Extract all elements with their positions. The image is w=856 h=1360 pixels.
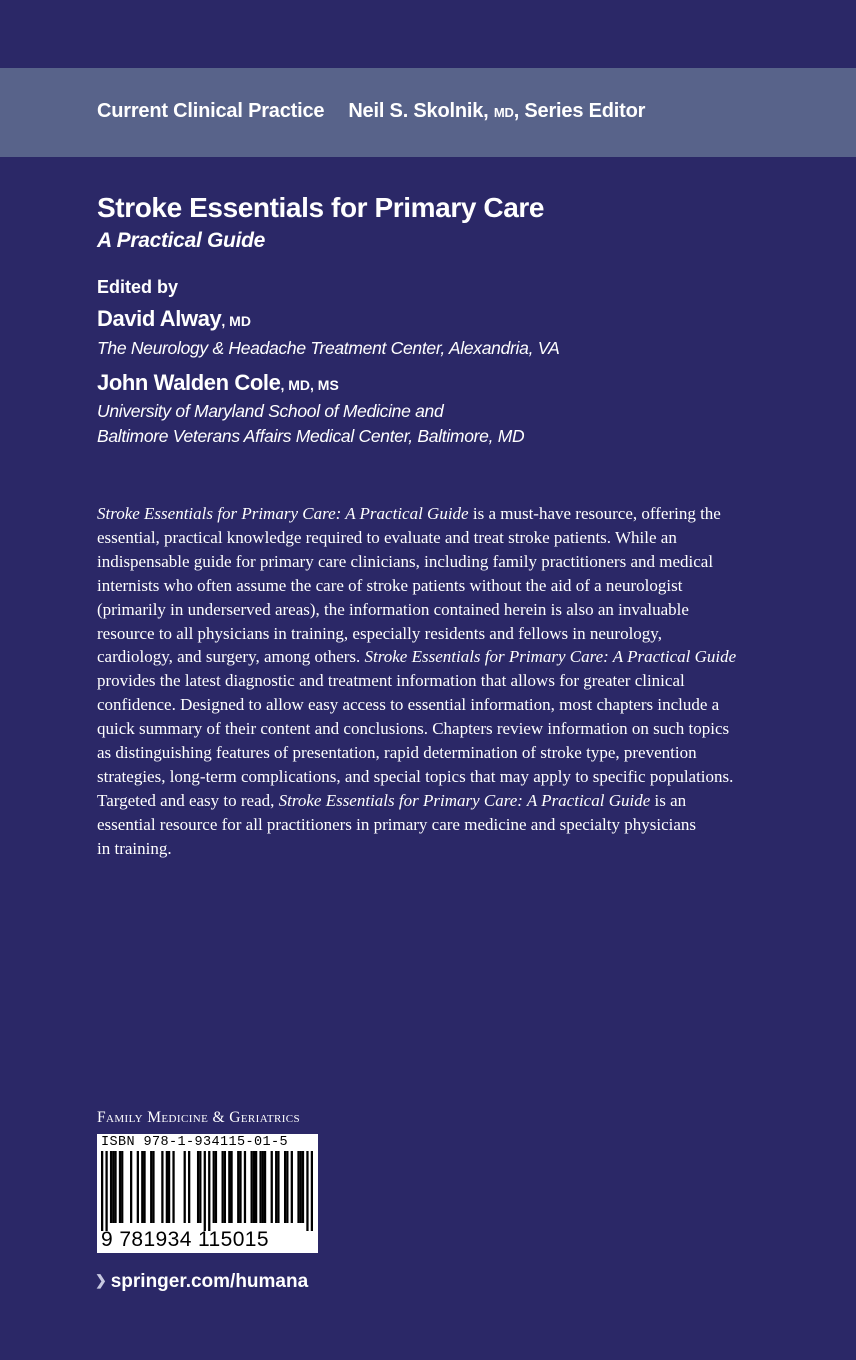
barcode-bar <box>152 1151 154 1223</box>
website-url: springer.com/humana <box>110 1271 309 1292</box>
barcode-bar <box>300 1151 302 1223</box>
editor-name <box>97 306 251 332</box>
barcode-bar <box>197 1151 199 1223</box>
description-text: cardiology, and surgery, among others. <box>97 647 365 667</box>
barcode-bar <box>271 1151 273 1223</box>
barcode-bar <box>277 1151 279 1223</box>
barcode-bar <box>286 1151 288 1223</box>
series-name: Current Clinical Practice <box>97 100 325 122</box>
description-text: essential, practical knowledge required to evaluate and treat stroke patients. While an <box>97 527 677 547</box>
description-line <box>97 669 817 693</box>
description-text: in training. <box>97 838 172 858</box>
description-text: (primarily in underserved areas), the information contained herein is also an invaluable <box>97 599 689 619</box>
barcode-bar <box>168 1151 170 1223</box>
editor-1-affiliation: The Neurology & Headache Treatment Center, Alexandria, VA <box>97 338 560 358</box>
barcode-bar <box>253 1151 255 1223</box>
barcode-bar <box>172 1151 174 1223</box>
isbn-barcode <box>97 1134 318 1253</box>
barcode-bar <box>251 1151 253 1223</box>
barcode-bar <box>110 1151 112 1223</box>
barcode-bar <box>262 1151 264 1223</box>
barcode-bar <box>284 1151 286 1223</box>
barcode-bar <box>306 1151 308 1231</box>
barcode-bar <box>112 1151 114 1223</box>
series-editor-name: Neil S. Skolnik, <box>348 100 489 122</box>
barcode-bars <box>101 1151 313 1231</box>
description-line <box>97 622 817 646</box>
description-text: is a must-have resource, offering the <box>468 504 721 523</box>
description-text: confidence. Designed to allow easy access to essential information, most chapters include a <box>97 695 720 715</box>
barcode-bar <box>208 1151 210 1231</box>
description-line <box>97 574 817 598</box>
ean-digits: 9 781934 115015 <box>101 1228 269 1251</box>
barcode-bar <box>264 1151 266 1223</box>
description-text: provides the latest diagnostic and treatment information that allows for greater clinical <box>97 671 685 691</box>
barcode-bar <box>119 1151 121 1223</box>
description-line <box>97 789 817 813</box>
barcode-bar <box>101 1151 103 1231</box>
barcode-bar <box>143 1151 145 1223</box>
barcode-bar <box>114 1151 116 1223</box>
barcode-bar <box>297 1151 299 1223</box>
barcode-bar <box>121 1151 123 1223</box>
barcode-bar <box>230 1151 232 1223</box>
editor-2-credentials: , MD, MS <box>280 377 339 393</box>
description-line <box>97 502 817 526</box>
barcode-bar <box>215 1151 217 1223</box>
description-text: indispensable guide for primary care clinicians, including family practitioners and medical <box>97 551 714 571</box>
description-line <box>97 741 817 765</box>
description-line <box>97 837 817 861</box>
description-text: essential resource for all practitioners in primary care medicine and specialty physicians <box>97 814 697 834</box>
description-text: Targeted and easy to read, <box>97 790 279 810</box>
editor-1-credentials: , MD <box>221 313 251 329</box>
website-link[interactable] <box>95 1271 308 1293</box>
editor-1-name: David Alway <box>97 306 222 331</box>
description-text: resource to all physicians in training, especially residents and fellows in neurology, <box>97 623 662 643</box>
description-line <box>97 526 817 550</box>
barcode-bar <box>291 1151 293 1223</box>
barcode-bar <box>239 1151 241 1223</box>
barcode-bar <box>105 1151 107 1231</box>
barcode-bar <box>188 1151 190 1223</box>
description-text: as distinguishing features of presentation, rapid determination of stroke type, prevention <box>97 743 697 763</box>
barcode-bar <box>237 1151 239 1223</box>
description-line <box>97 693 817 717</box>
editor-name <box>97 370 339 396</box>
editor-2-affiliation-line-1: University of Maryland School of Medicine and <box>97 401 444 421</box>
barcode-bar <box>228 1151 230 1223</box>
barcode-bar <box>213 1151 215 1223</box>
description-line <box>97 813 817 837</box>
editor-2-affiliation-line-2: Baltimore Veterans Affairs Medical Center, Baltimore, MD <box>97 426 525 446</box>
barcode-bar <box>141 1151 143 1223</box>
book-title: Stroke Essentials for Primary Care <box>97 192 545 223</box>
edited-by-heading: Edited by <box>97 277 179 297</box>
description-text: quick summary of their content and conclusions. Chapters review information on such topics <box>97 719 730 739</box>
description-text: strategies, long-term complications, and special topics that may apply to specific populations. <box>97 766 734 786</box>
book-description <box>97 502 817 861</box>
description-line <box>97 717 817 741</box>
barcode-bar <box>275 1151 277 1223</box>
subject-category: Family Medicine & Geriatrics <box>97 1109 301 1126</box>
series-editor-role: , Series Editor <box>513 100 646 122</box>
book-subtitle: A Practical Guide <box>97 229 266 252</box>
barcode-bar <box>184 1151 186 1223</box>
barcode-bar <box>161 1151 163 1223</box>
series-editor-credential: MD <box>493 105 514 120</box>
book-title-reference: Stroke Essentials for Primary Care: A Practical Guide <box>97 504 469 523</box>
description-text: internists who often assume the care of stroke patients without the aid of a neurologist <box>97 575 683 595</box>
barcode-bar <box>302 1151 304 1223</box>
barcode-bar <box>224 1151 226 1223</box>
barcode-bar <box>204 1151 206 1231</box>
barcode-bar <box>150 1151 152 1223</box>
chevron-right-icon: ❯ <box>95 1272 107 1288</box>
series-line <box>97 100 645 123</box>
barcode-bar <box>130 1151 132 1223</box>
barcode-bar <box>311 1151 313 1231</box>
barcode-bar <box>222 1151 224 1223</box>
barcode-bar <box>244 1151 246 1223</box>
barcode-bar <box>259 1151 261 1223</box>
barcode-bar <box>137 1151 139 1223</box>
editor-2-name: John Walden Cole <box>97 370 281 395</box>
book-title-reference: Stroke Essentials for Primary Care: A Practical Guide <box>364 647 737 667</box>
barcode-bar <box>199 1151 201 1223</box>
description-line <box>97 765 817 789</box>
description-line <box>97 598 817 622</box>
isbn-label: ISBN 978-1-934115-01-5 <box>101 1135 289 1150</box>
barcode-bar <box>255 1151 257 1223</box>
description-line <box>97 550 817 574</box>
description-line <box>97 645 817 669</box>
description-text: is an <box>650 790 687 810</box>
book-title-reference: Stroke Essentials for Primary Care: A Practical Guide <box>278 790 651 810</box>
barcode-bar <box>166 1151 168 1223</box>
